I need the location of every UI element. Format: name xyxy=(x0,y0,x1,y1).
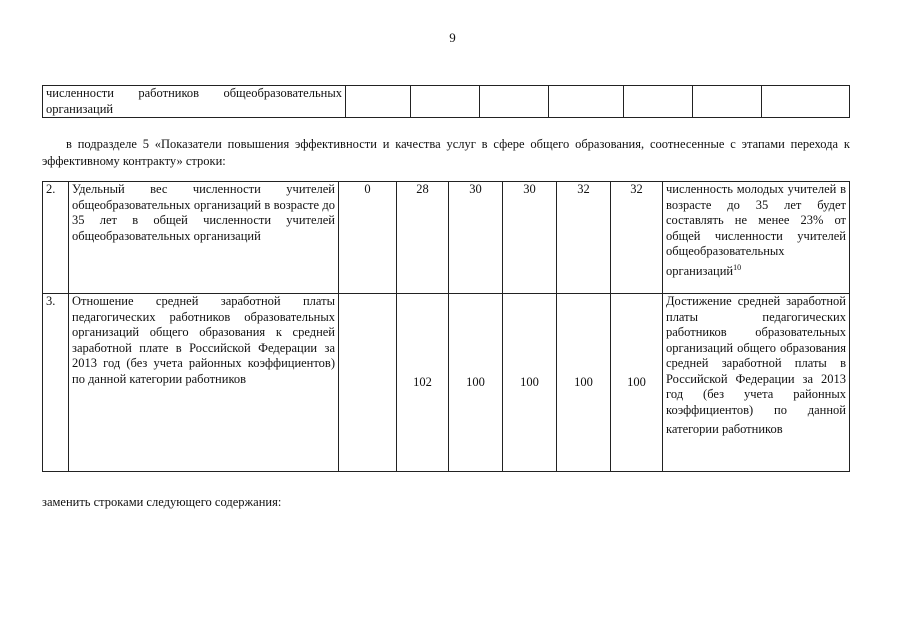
expected-result xyxy=(663,294,850,472)
page-number: 9 xyxy=(449,30,456,45)
indicators-table xyxy=(42,181,850,472)
table-cell-empty xyxy=(693,86,762,118)
table-row xyxy=(43,86,850,118)
expected-result xyxy=(663,182,850,294)
value-cell: 0 xyxy=(339,182,397,294)
value-cell: 30 xyxy=(449,182,503,294)
intro-paragraph: в подразделе 5 «Показатели повышения эффективности и качества услуг в сфере общего образования, соотнесенные с этапами перехода к эффективному контракту» строки: xyxy=(42,137,850,168)
table-row xyxy=(43,294,850,472)
expected-result-text: численность молодых учителей в возрасте до 35 лет будет составлять не менее 23% от общей численности учителей общеобразовательных организаций xyxy=(666,182,846,278)
row-number: 3. xyxy=(43,294,69,472)
value-cell: 30 xyxy=(503,182,557,294)
value-cell: 100 xyxy=(449,294,503,472)
indicator-name: Отношение средней заработной платы педагогических работников образовательных организаций общего образования к средней заработной плате в Российской Федерации за 2013 год (без учета районных коэффициентов) по данной категории работников xyxy=(69,294,339,472)
row-number: 2. xyxy=(43,182,69,294)
table-cell-empty xyxy=(549,86,624,118)
continued-table xyxy=(42,85,850,118)
value-cell: 100 xyxy=(557,294,611,472)
value-cell xyxy=(339,294,397,472)
value-cell: 32 xyxy=(557,182,611,294)
indicator-name: Удельный вес численности учителей общеобразовательных организаций в возрасте до 35 лет в общей численности учителей общеобразовательных организаций xyxy=(69,182,339,294)
expected-result-text: Достижение средней заработной платы педагогических работников образовательных организаций общего образования средней заработной платы в Российской Федерации за 2013 год (без учета районных коэффициентов) по данной категории работников xyxy=(666,294,846,437)
table-cell-indicator: численности работников общеобразовательных организаций xyxy=(43,86,346,118)
closing-paragraph: заменить строками следующего содержания: xyxy=(42,495,282,509)
value-cell: 100 xyxy=(503,294,557,472)
value-cell: 32 xyxy=(611,182,663,294)
table-cell-empty xyxy=(411,86,480,118)
value-cell: 100 xyxy=(611,294,663,472)
table-cell-empty xyxy=(480,86,549,118)
value-cell: 102 xyxy=(397,294,449,472)
table-cell-empty xyxy=(624,86,693,118)
value-cell: 28 xyxy=(397,182,449,294)
table-cell-empty xyxy=(346,86,411,118)
table-cell-empty xyxy=(762,86,850,118)
table-row xyxy=(43,182,850,294)
footnote-marker: 10 xyxy=(733,262,742,272)
